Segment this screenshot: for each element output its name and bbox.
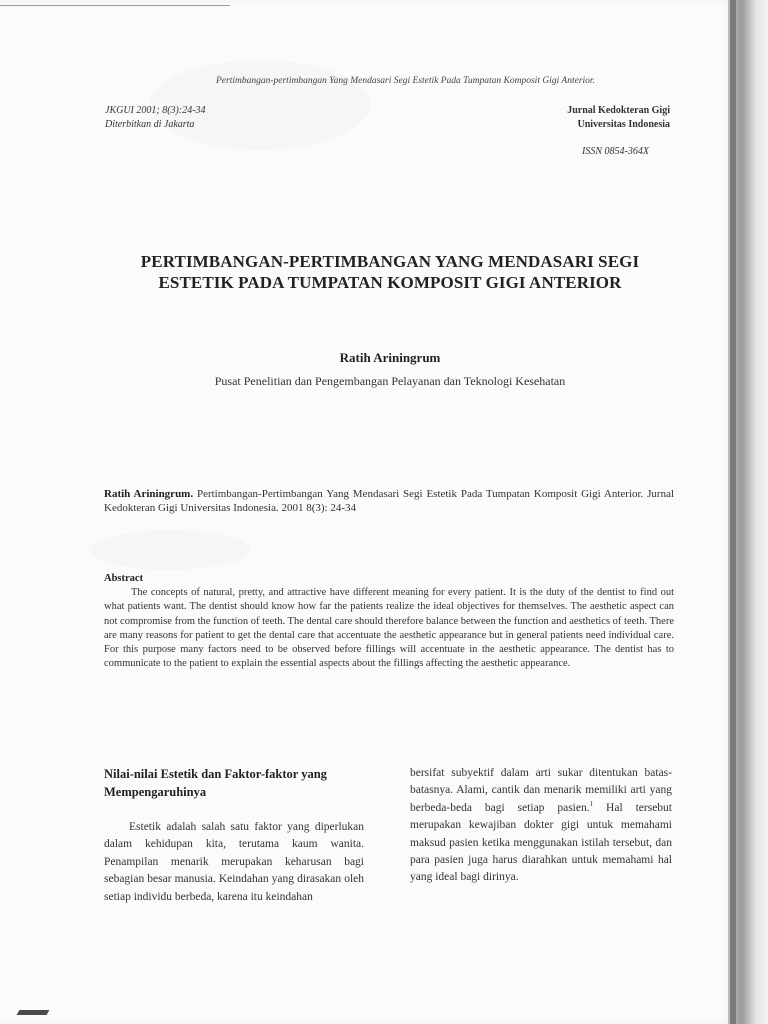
published-location: Diterbitkan di Jakarta [105, 119, 195, 130]
university-name: Universitas Indonesia [577, 119, 670, 130]
journal-name: Jurnal Kedokteran Gigi [567, 105, 670, 116]
abstract-heading: Abstract [104, 573, 144, 584]
abstract-body: The concepts of natural, pretty, and attractive have different meaning for every patient. It is the duty of the dentist to find out what patients want. The dentist should know how far the patients realize the ideal objectives for themselves. The aesthetic aspect can not compromise from the function of teeth. The dental care should therefore balance between the function and aesthetics of teeth. There are many reasons for patient to get the dental care that accentuate the aesthetic appearance but in general patients need individual care. For this purpose many factors need to be observed before fillings will accentuate in the aesthetic appearance. The dentist has to communicate to the patient to explain the essential aspects about the fillings affecting the aesthetic appearance. [104, 587, 674, 670]
issn: ISSN 0854-364X [582, 146, 649, 157]
journal-meta-right [520, 104, 670, 132]
running-head: Pertimbangan-pertimbangan Yang Mendasari Segi Estetik Pada Tumpatan Komposit Gigi Anterior. [216, 76, 595, 86]
footnote-marker: 1 [589, 799, 594, 808]
citation-code: JKGUI 2001; 8(3):24-34 [105, 105, 206, 116]
body-column-left [104, 765, 364, 906]
citation-block [104, 487, 674, 515]
body-column-right [410, 765, 672, 887]
body-paragraph-left: Estetik adalah salah satu faktor yang diperlukan dalam kehidupan kita, terutama kaum wanita. Penampilan menarik merupakan keharusan bagi sebagian besar manusia. Keindahan yang dirasakan oleh setiap individu berbeda, karena itu keindahan [104, 821, 364, 903]
scan-corner-mark [17, 1010, 50, 1015]
body-text-part-a: bersifat subyektif dalam arti sukar ditentukan batas-batasnya. Alami, cantik dan menarik memiliki arti yang berbeda-beda bagi setiap pasien. [410, 767, 672, 814]
citation-author: Ratih Ariningrum. [104, 488, 194, 500]
body-paragraph-right [410, 765, 672, 887]
author-name: Ratih Ariningrum [339, 350, 441, 365]
section-heading: Nilai-nilai Estetik dan Faktor-faktor yang Mempengaruhinya [104, 767, 327, 799]
book-spine-edge [730, 0, 736, 1024]
body-text-part-b: Hal tersebut merupakan kewajiban dokter gigi untuk memahami maksud pasien ketika menggunakan istilah tersebut, dan para pasien juga harus diarahkan untuk memahami hal yang ideal bagi dirinya. [410, 801, 673, 884]
journal-meta-left [105, 104, 206, 132]
title-line-1: PERTIMBANGAN-PERTIMBANGAN YANG MENDASARI SEGI [140, 252, 640, 271]
citation-text: Pertimbangan-Pertimbangan Yang Mendasari Segi Estetik Pada Tumpatan Komposit Gigi Anterior. Jurnal Kedokteran Gigi Universitas Indonesia. 2001 8(3): 24-34 [104, 488, 675, 514]
title-line-2: ESTETIK PADA TUMPATAN KOMPOSIT GIGI ANTERIOR [158, 273, 622, 292]
scan-smudge [90, 530, 250, 570]
author-affiliation: Pusat Penelitian dan Pengembangan Pelayanan dan Teknologi Kesehatan [214, 374, 566, 388]
paper-title [110, 251, 670, 293]
scan-top-line [0, 5, 230, 6]
